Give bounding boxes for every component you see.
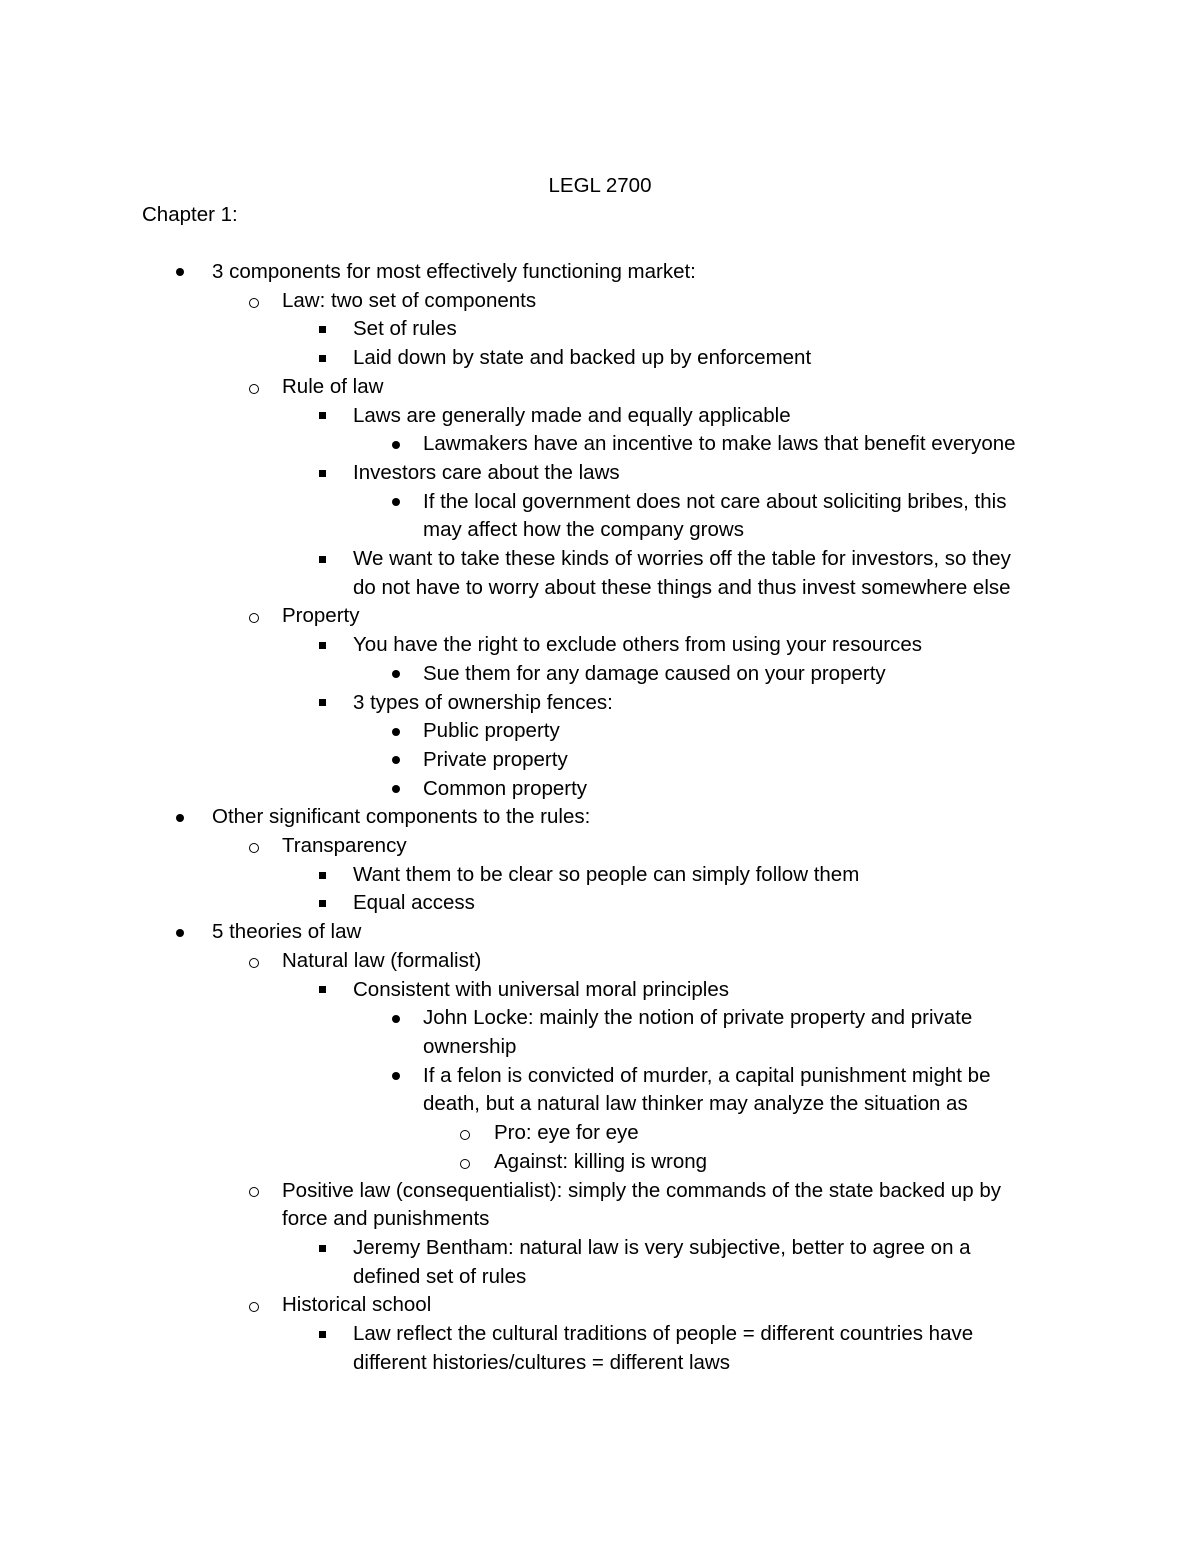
list-item — [0, 1320, 1200, 1377]
bullet-square-icon — [312, 889, 332, 918]
bullet-circle-icon — [244, 287, 264, 316]
list-item — [0, 602, 1200, 631]
list-item — [0, 1062, 1200, 1119]
list-item — [0, 717, 1200, 746]
list-item-text: Public property — [423, 719, 560, 743]
list-item — [0, 1291, 1200, 1320]
list-item-text: do not have to worry about these things and thus invest somewhere else — [353, 575, 1011, 599]
list-item — [0, 803, 1200, 832]
list-item-text: Rule of law — [282, 374, 384, 398]
bullet-square-icon — [312, 545, 332, 574]
list-item-text: You have the right to exclude others from using your resources — [353, 633, 923, 657]
bullet-square-icon — [312, 631, 332, 660]
list-item-text: Pro: eye for eye — [494, 1121, 639, 1145]
bullet-square-icon — [312, 344, 332, 373]
bullet-square-icon — [312, 402, 332, 431]
list-item-text: Want them to be clear so people can simply follow them — [353, 862, 860, 886]
list-item — [0, 373, 1200, 402]
list-item — [0, 287, 1200, 316]
list-item — [0, 832, 1200, 861]
list-item — [0, 315, 1200, 344]
bullet-square-icon — [312, 689, 332, 718]
list-item-text: Transparency — [282, 834, 407, 858]
list-item — [0, 488, 1200, 545]
bullet-circle-icon — [244, 373, 264, 402]
list-item — [0, 1234, 1200, 1291]
list-item-text: defined set of rules — [353, 1264, 527, 1288]
list-item-text: Law reflect the cultural traditions of people = different countries have — [353, 1322, 974, 1346]
list-item — [0, 746, 1200, 775]
list-item-text: Laid down by state and backed up by enforcement — [353, 346, 812, 370]
list-item-text: Equal access — [353, 891, 475, 915]
bullet-disc-icon — [386, 717, 406, 746]
bullet-disc-icon — [386, 1062, 406, 1091]
list-item-text: 3 types of ownership fences: — [353, 690, 613, 714]
bullet-disc-icon — [170, 258, 190, 287]
list-item — [0, 660, 1200, 689]
bullet-circle-icon — [244, 832, 264, 861]
notes-outline — [0, 258, 1200, 1377]
list-item — [0, 918, 1200, 947]
list-item-text: If the local government does not care about soliciting bribes, this — [423, 489, 1007, 513]
list-item-text: Common property — [423, 776, 588, 800]
bullet-disc-icon — [386, 660, 406, 689]
list-item-text: John Locke: mainly the notion of private property and private — [423, 1006, 973, 1030]
bullet-square-icon — [312, 459, 332, 488]
list-item-text: Positive law (consequentialist): simply the commands of the state backed up by — [282, 1178, 1001, 1202]
list-item — [0, 545, 1200, 602]
list-item-text: Historical school — [282, 1293, 432, 1317]
bullet-disc-icon — [386, 430, 406, 459]
bullet-square-icon — [312, 861, 332, 890]
list-item — [0, 889, 1200, 918]
list-item — [0, 344, 1200, 373]
list-item — [0, 402, 1200, 431]
list-item-text: Law: two set of components — [282, 288, 537, 312]
list-item-text: ownership — [423, 1034, 517, 1058]
chapter-heading: Chapter 1: — [142, 203, 238, 226]
list-item — [0, 430, 1200, 459]
bullet-disc-icon — [170, 803, 190, 832]
list-item-text: 3 components for most effectively functioning market: — [212, 260, 696, 283]
list-item-text: force and punishments — [282, 1207, 490, 1231]
list-item — [0, 976, 1200, 1005]
bullet-disc-icon — [386, 746, 406, 775]
list-item — [0, 459, 1200, 488]
bullet-circle-icon — [455, 1119, 475, 1148]
bullet-disc-icon — [386, 1004, 406, 1033]
bullet-circle-icon — [244, 602, 264, 631]
list-item — [0, 689, 1200, 718]
bullet-disc-icon — [386, 488, 406, 517]
bullet-square-icon — [312, 976, 332, 1005]
list-item-text: Jeremy Bentham: natural law is very subjective, better to agree on a — [353, 1235, 971, 1259]
bullet-circle-icon — [244, 947, 264, 976]
list-item-text: We want to take these kinds of worries off the table for investors, so they — [353, 547, 1011, 571]
list-item-text: Against: killing is wrong — [494, 1149, 708, 1173]
list-item-text: Other significant components to the rules: — [212, 805, 591, 829]
list-item-text: Sue them for any damage caused on your property — [423, 661, 886, 685]
list-item-text: Property — [282, 604, 360, 628]
list-item — [0, 258, 1200, 287]
list-item-text: Lawmakers have an incentive to make laws that benefit everyone — [423, 432, 1016, 456]
bullet-square-icon — [312, 1320, 332, 1349]
list-item-text: different histories/cultures = different laws — [353, 1350, 730, 1374]
list-item-text: Consistent with universal moral principles — [353, 977, 729, 1001]
document-title: LEGL 2700 — [548, 174, 652, 197]
list-item-text: If a felon is convicted of murder, a capital punishment might be — [423, 1063, 991, 1087]
bullet-disc-icon — [170, 918, 190, 947]
list-item — [0, 1119, 1200, 1148]
list-item — [0, 1177, 1200, 1234]
list-item — [0, 631, 1200, 660]
list-item-text: Natural law (formalist) — [282, 948, 482, 972]
list-item-text: death, but a natural law thinker may analyze the situation as — [423, 1092, 968, 1116]
bullet-circle-icon — [244, 1177, 264, 1206]
list-item-text: Investors care about the laws — [353, 460, 620, 484]
list-item — [0, 1148, 1200, 1177]
list-item-text: Laws are generally made and equally applicable — [353, 403, 791, 427]
list-item — [0, 1004, 1200, 1061]
bullet-disc-icon — [386, 775, 406, 804]
bullet-square-icon — [312, 315, 332, 344]
list-item-text: Set of rules — [353, 317, 457, 341]
list-item-text: 5 theories of law — [212, 920, 362, 944]
bullet-circle-icon — [244, 1291, 264, 1320]
list-item-text: may affect how the company grows — [423, 518, 744, 542]
bullet-circle-icon — [455, 1148, 475, 1177]
bullet-square-icon — [312, 1234, 332, 1263]
list-item — [0, 947, 1200, 976]
list-item — [0, 861, 1200, 890]
list-item — [0, 775, 1200, 804]
list-item-text: Private property — [423, 747, 568, 771]
